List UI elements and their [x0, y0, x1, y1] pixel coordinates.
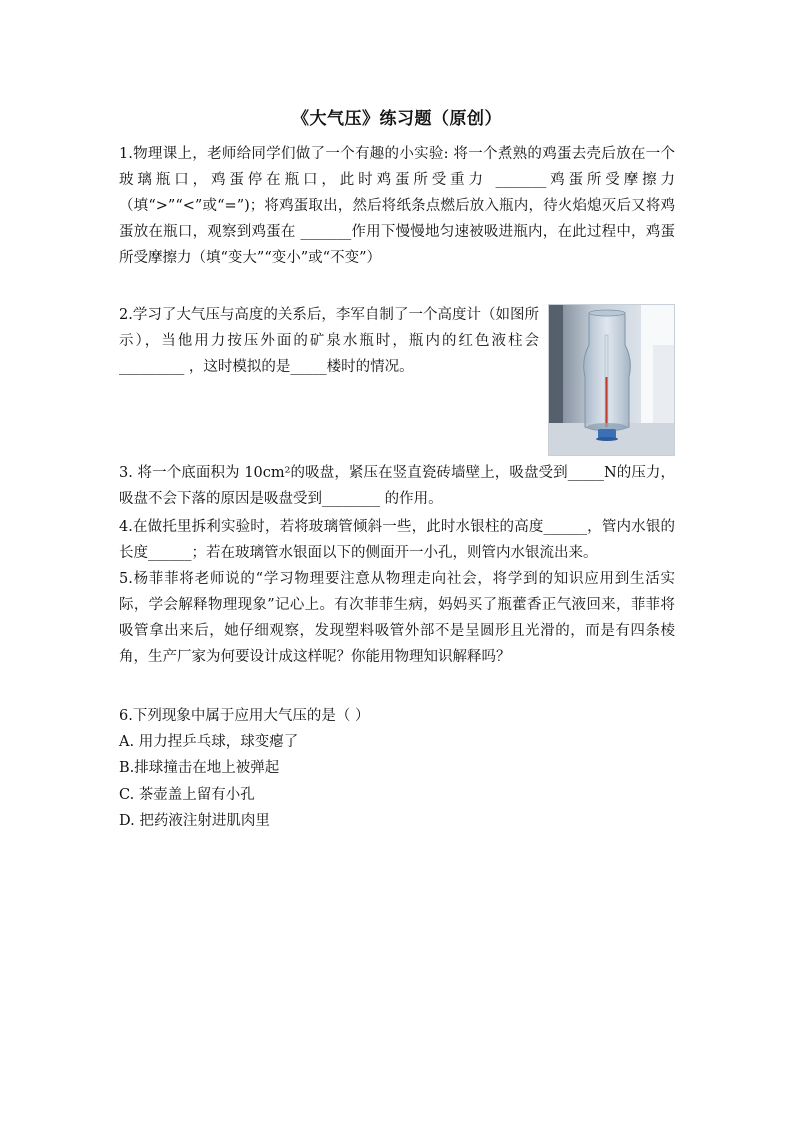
altimeter-bottle-photo	[548, 304, 675, 456]
question-3: 3. 将一个底面积为 10cm²的吸盘，紧压在竖直瓷砖墙壁上，吸盘受到_____N的压力，吸盘不会下落的原因是吸盘受到________ 的作用。	[119, 465, 675, 507]
question-6: 6.下列现象中属于应用大气压的是（ ）	[119, 708, 370, 724]
question-2: 2.学习了大气压与高度的关系后，李军自制了一个高度计（如图所示），当他用力按压外面的矿泉水瓶时，瓶内的红色液柱会 _________ ，这时模拟的是_____楼时的情况。	[119, 307, 539, 375]
question-4: 4.在做托里拆利实验时，若将玻璃管倾斜一些，此时水银柱的高度______，管内水银的长度______；若在玻璃管水银面以下的侧面开一小孔，则管内水银流出来。	[119, 519, 675, 561]
bottle-photo-icon	[549, 305, 674, 455]
option-b: B.排球撞击在地上被弹起	[119, 760, 280, 776]
page-title: 《大气压》练习题（原创）	[292, 109, 502, 129]
option-c: C. 茶壶盖上留有小孔	[119, 787, 255, 803]
question-1: 1.物理课上，老师给同学们做了一个有趣的小实验: 将一个煮熟的鸡蛋去壳后放在一个玻璃瓶口，鸡蛋停在瓶口，此时鸡蛋所受重力 _______鸡蛋所受摩擦力（填“>”“<”或“=”)；将鸡蛋取出，然后将纸条点燃后放入瓶内，待火焰熄灭后又将鸡蛋放在瓶口，观察到鸡蛋在 _______作用下慢慢地匀速被吸进瓶内，在此过程中，鸡蛋所受摩擦力（填“变大”“变小”或“不变”）	[119, 146, 675, 266]
option-d: D. 把药液注射进肌肉里	[119, 813, 270, 829]
question-5: 5.杨菲菲将老师说的“学习物理要注意从物理走向社会，将学到的知识应用到生活实际，学会解释物理现象”记心上。有次菲菲生病，妈妈买了瓶藿香正气液回来，菲菲将吸管拿出来后，她仔细观察，发现塑料吸管外部不是呈圆形且光滑的，而是有四条棱角，生产厂家为何要设计成这样呢？你能用物理知识解释吗？	[119, 571, 675, 665]
option-a: A. 用力捏乒乓球，球变瘪了	[119, 734, 299, 750]
